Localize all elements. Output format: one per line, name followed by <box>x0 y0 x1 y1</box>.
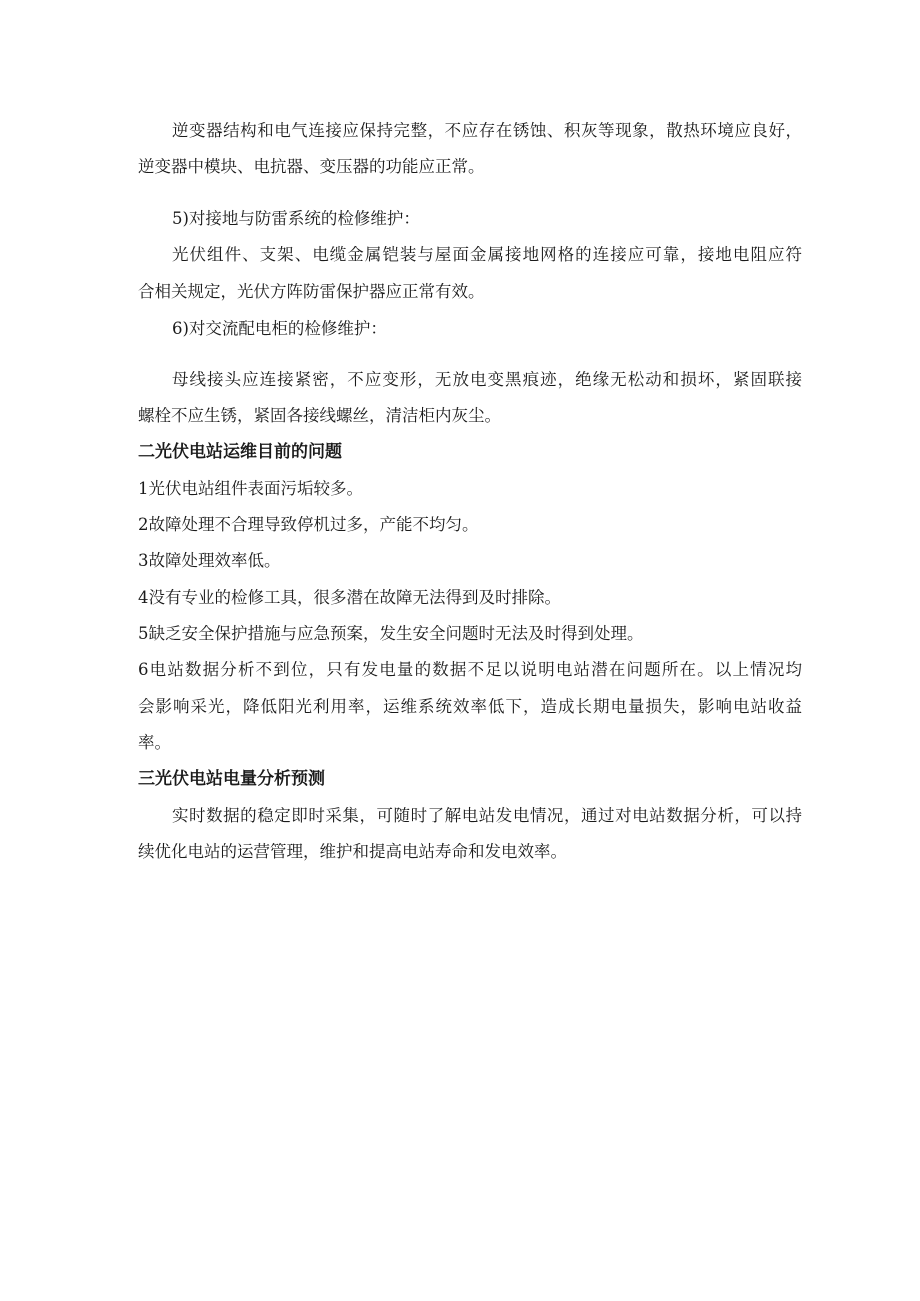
list-item-6-line-1: 6电站数据分析不到位，只有发电量的数据不足以说明电站潜在问题所在。以上情况均 <box>138 660 802 679</box>
paragraph-ac-cabinet-line-1: 母线接头应连接紧密，不应变形，无放电变黑痕迹，绝缘无松动和损坏，紧固联接 <box>172 370 802 389</box>
list-item-3: 3故障处理效率低。 <box>138 551 281 570</box>
subheading-grounding: 5)对接地与防雷系统的检修维护： <box>172 209 420 228</box>
paragraph-grounding-line-1: 光伏组件、支架、电缆金属铠装与屋面金属接地网格的连接应可靠，接地电阻应符 <box>172 245 802 264</box>
paragraph-analysis-line-2: 续优化电站的运营管理，维护和提高电站寿命和发电效率。 <box>138 842 567 861</box>
paragraph-analysis-line-1: 实时数据的稳定即时采集，可随时了解电站发电情况，通过对电站数据分析，可以持 <box>172 806 802 825</box>
paragraph-inverter-line-1: 逆变器结构和电气连接应保持完整，不应存在锈蚀、积灰等现象，散热环境应良好， <box>172 121 802 140</box>
paragraph-inverter-line-2: 逆变器中模块、电抗器、变压器的功能应正常。 <box>138 157 485 176</box>
list-item-6-line-2: 会影响采光，降低阳光利用率，运维系统效率低下，造成长期电量损失，影响电站收益 <box>138 697 802 716</box>
list-item-5: 5缺乏安全保护措施与应急预案，发生安全问题时无法及时得到处理。 <box>138 624 644 643</box>
section-heading-3: 三光伏电站电量分析预测 <box>138 769 325 789</box>
subheading-ac-cabinet: 6)对交流配电柜的检修维护： <box>172 319 387 338</box>
list-item-2: 2故障处理不合理导致停机过多，产能不均匀。 <box>138 515 479 534</box>
section-heading-2: 二光伏电站运维目前的问题 <box>138 442 342 462</box>
list-item-1: 1光伏电站组件表面污垢较多。 <box>138 479 363 498</box>
paragraph-ac-cabinet-line-2: 螺栓不应生锈，紧固各接线螺丝，清洁柜内灰尘。 <box>138 406 501 425</box>
list-item-6-line-3: 率。 <box>138 733 171 752</box>
paragraph-grounding-line-2: 合相关规定，光伏方阵防雷保护器应正常有效。 <box>138 282 485 301</box>
list-item-4: 4没有专业的检修工具，很多潜在故障无法得到及时排除。 <box>138 588 561 607</box>
